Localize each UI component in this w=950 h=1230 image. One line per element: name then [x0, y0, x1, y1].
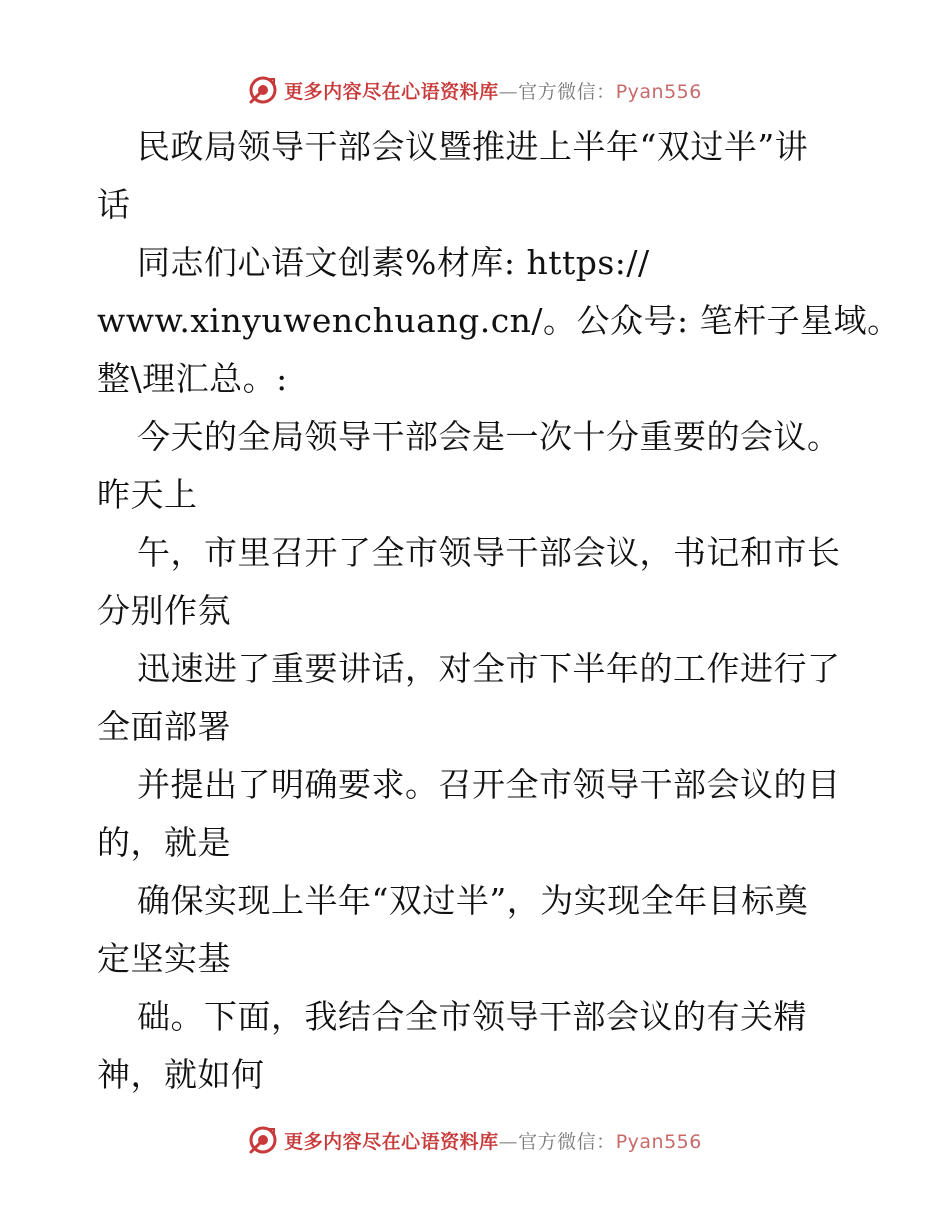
text-line: 民政局领导干部会议暨推进上半年“双过半”讲	[137, 127, 809, 166]
text-line: 同志们心语文创素%材库: https://	[137, 243, 650, 282]
text-line: www.xinyuwenchuang.cn/。公众号: 笔杆子星域。	[97, 301, 901, 340]
watermark-wechat-id: Pyan556	[615, 1130, 702, 1153]
watermark-wechat-label: 官方微信：	[518, 80, 616, 103]
watermark-main: 更多内容尽在心语资料库	[284, 80, 499, 103]
watermark-separator: —	[498, 80, 519, 103]
watermark-text	[284, 1127, 702, 1154]
text-line: 神，就如何	[97, 1055, 265, 1094]
text-line: 的，就是	[97, 823, 231, 862]
text-line: 话	[97, 185, 131, 224]
text-line: 并提出了明确要求。召开全市领导干部会议的目	[137, 765, 841, 804]
watermark-separator: —	[498, 1130, 519, 1153]
text-line: 定坚实基	[97, 939, 231, 978]
text-line: 整\理汇总。:	[97, 359, 288, 398]
text-line: 确保实现上半年“双过半”，为实现全年目标奠	[137, 881, 809, 920]
footer-watermark	[0, 1120, 950, 1160]
brand-logo-icon	[248, 75, 278, 105]
watermark-wechat-id: Pyan556	[615, 80, 702, 103]
header-watermark	[0, 70, 950, 110]
text-line: 础。下面，我结合全市领导干部会议的有关精	[137, 997, 807, 1036]
text-line: 昨天上	[97, 475, 198, 514]
text-line: 全面部署	[97, 707, 231, 746]
document-body	[97, 118, 901, 1104]
text-line: 午，市里召开了全市领导干部会议，书记和市长	[137, 533, 841, 572]
watermark-wechat-label: 官方微信：	[518, 1130, 616, 1153]
watermark-main: 更多内容尽在心语资料库	[284, 1130, 499, 1153]
brand-logo-icon	[248, 1125, 278, 1155]
text-line: 迅速进了重要讲话，对全市下半年的工作进行了	[137, 649, 841, 688]
watermark-text	[284, 77, 702, 104]
text-line: 分别作氛	[97, 591, 231, 630]
text-line: 今天的全局领导干部会是一次十分重要的会议。	[137, 417, 841, 456]
